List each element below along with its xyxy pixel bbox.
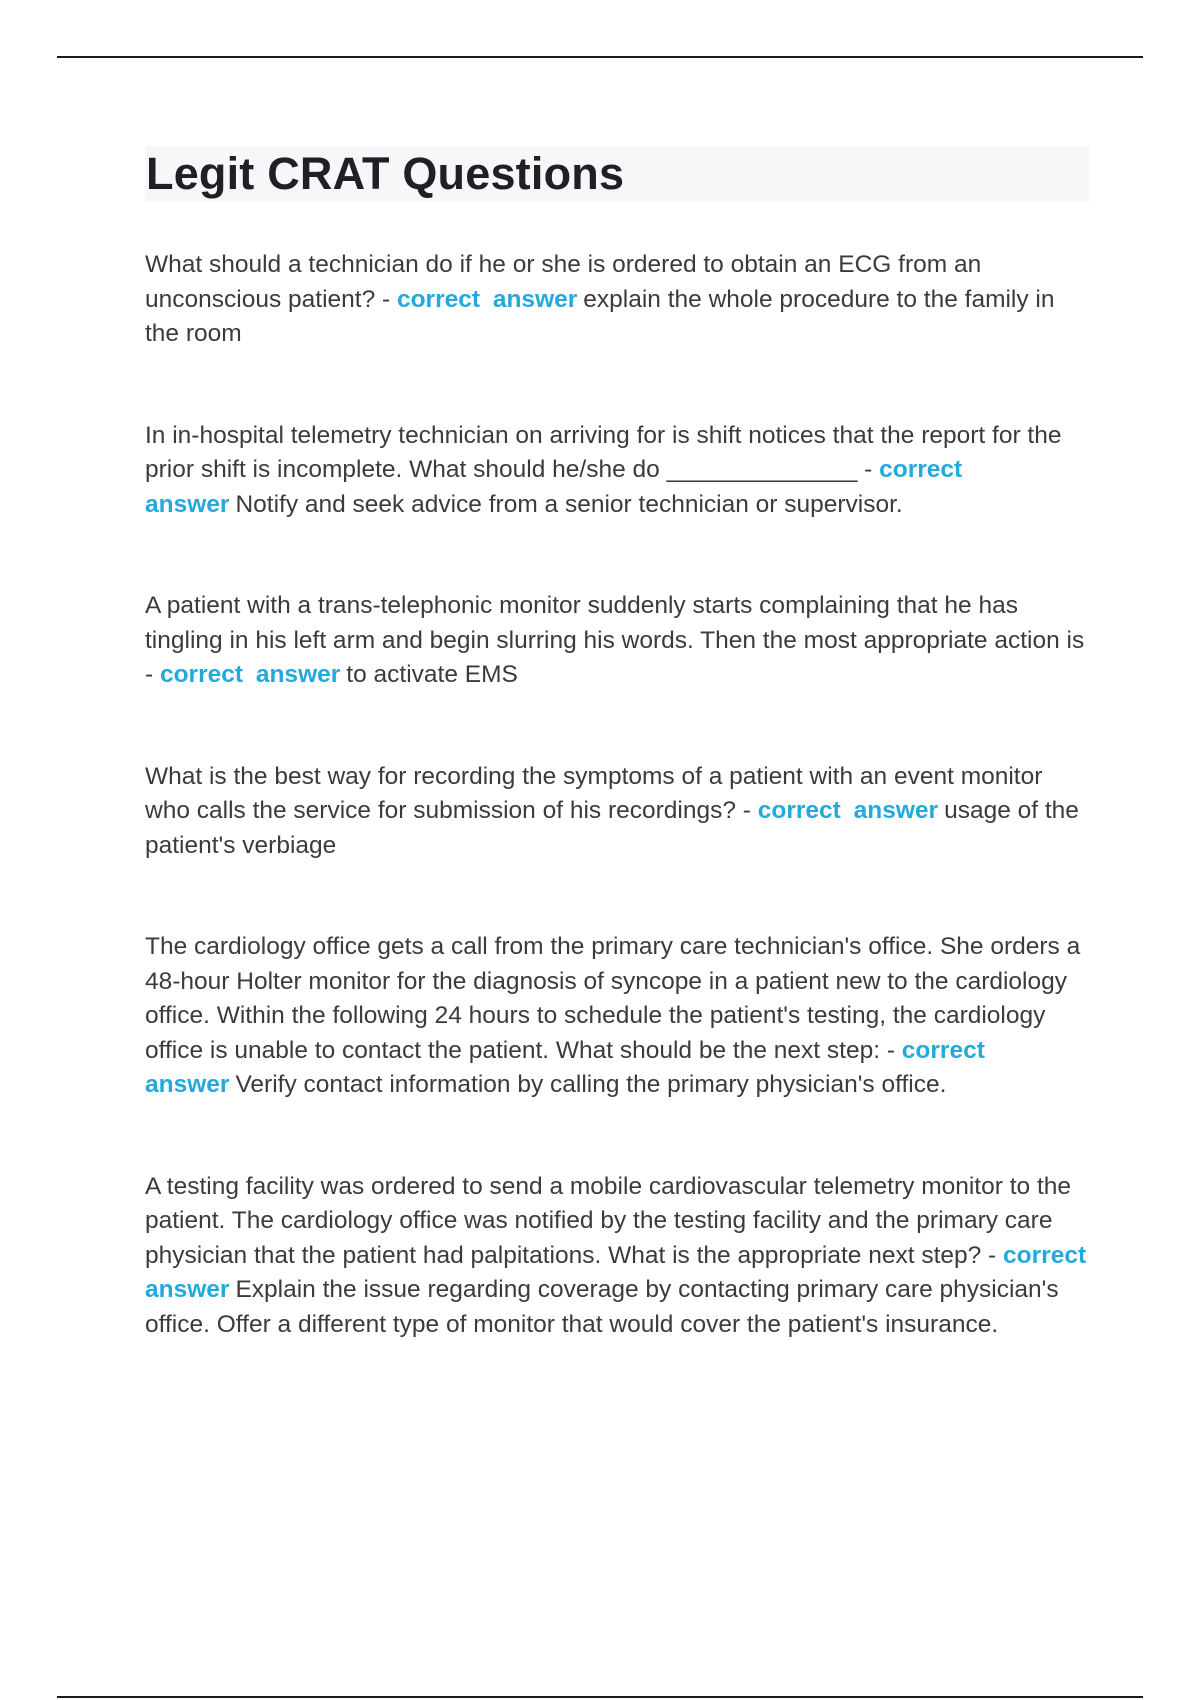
answer-text: explain the whole procedure to the family in the room [145, 285, 1055, 347]
answer-text: Verify contact information by calling the primary physician's office. [235, 1071, 947, 1098]
question-text: A patient with a trans-telephonic monitor suddenly starts complaining that he has tingling in his left arm and begin slurring his words. Then the most appropriate action is - [145, 592, 1085, 688]
qa-item [145, 1170, 1090, 1343]
question-text: What should a technician do if he or she is ordered to obtain an ECG from an unconscious patient? - [145, 251, 982, 313]
title-block [145, 146, 1089, 202]
correct-answer-label: correct answer [159, 661, 341, 688]
header-rule [57, 56, 1143, 58]
question-text: The cardiology office gets a call from the primary care technician's office. She orders a 48-hour Holter monitor for the diagnosis of syncope in a patient new to the cardiology office. Within the following 24 hours to schedule the patient's testing, the cardiology office is unable to contact the patient. What should be the next step: - [145, 933, 1081, 1064]
correct-answer-label: correct answer [757, 797, 939, 824]
correct-answer-label: correct answer [145, 1036, 985, 1098]
qa-item [145, 760, 1090, 864]
question-text: In in-hospital telemetry technician on arriving for is shift notices that the report for the prior shift is incomplete. What should he/she do ______________ - [145, 421, 1062, 483]
answer-text: to activate EMS [346, 661, 518, 688]
page-title: Legit CRAT Questions [146, 148, 625, 199]
qa-item [145, 419, 1090, 523]
qa-item [145, 930, 1090, 1103]
answer-text: Explain the issue regarding coverage by contacting primary care physician's office. Offer a different type of monitor that would cover the patient's insurance. [145, 1276, 1059, 1338]
answer-text: Notify and seek advice from a senior technician or supervisor. [235, 490, 903, 518]
question-text: What is the best way for recording the symptoms of a patient with an event monitor who calls the service for submission of his recordings? - [145, 762, 1043, 824]
footer-rule [57, 1696, 1143, 1698]
qa-list [145, 248, 1090, 1409]
qa-item [145, 248, 1090, 352]
answer-text: usage of the patient's verbiage [145, 797, 1079, 859]
correct-answer-label: correct answer [145, 1241, 1087, 1303]
correct-answer-label: correct answer [396, 285, 578, 313]
qa-item [145, 589, 1090, 693]
question-text: A testing facility was ordered to send a mobile cardiovascular telemetry monitor to the patient. The cardiology office was notified by the testing facility and the primary care physician that the patient had palpitations. What is the appropriate next step? - [145, 1172, 1071, 1269]
correct-answer-label: correct answer [145, 456, 963, 518]
